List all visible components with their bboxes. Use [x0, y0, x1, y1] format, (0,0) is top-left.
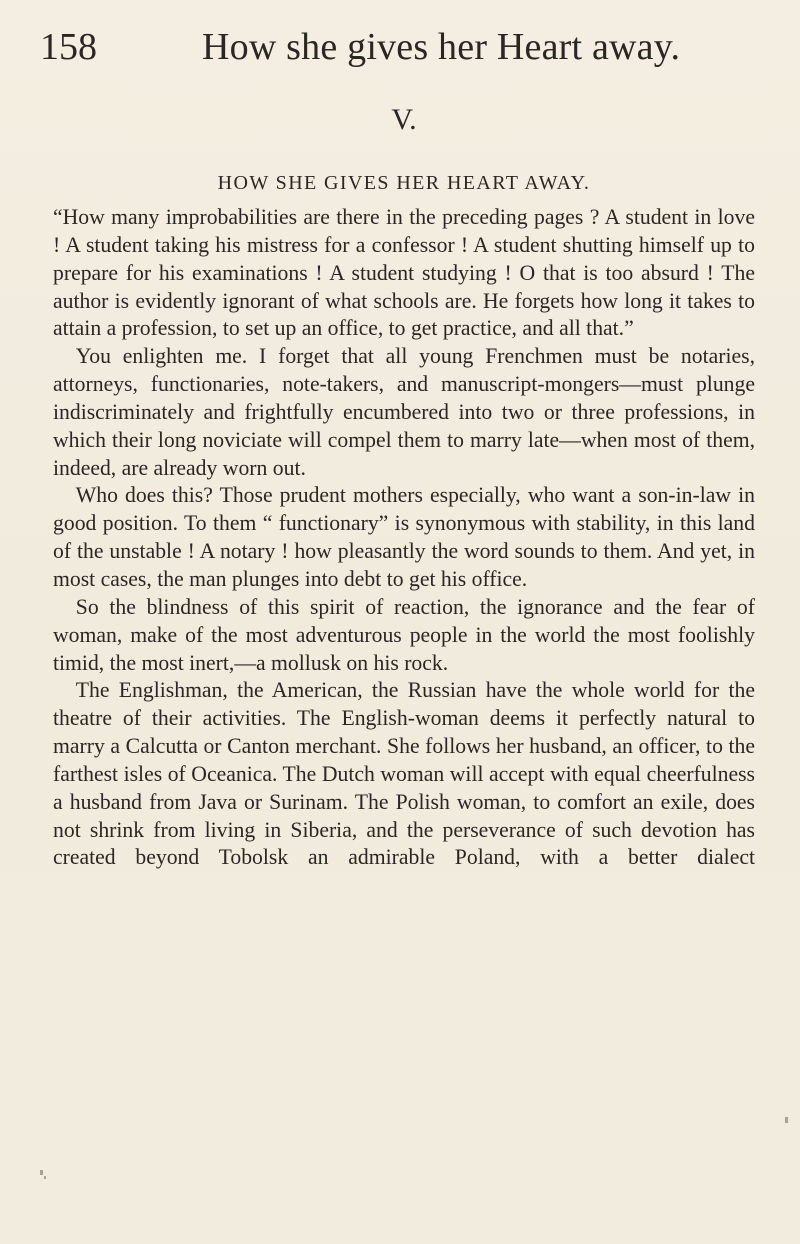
- page-number: 158: [40, 26, 97, 68]
- paragraph: So the blindness of this spirit of reaction, the ignorance and the fear of woman, make of the most adventurous people in the world the most foolishly timid, the most inert,—a mollusk on his rock.: [53, 594, 755, 675]
- paragraph: The Englishman, the American, the Russian have the whole world for the theatre of their activities. The English-woman deems it perfectly natural to marry a Calcutta or Canton merchant. She follows her husband, an officer, to the farthest isles of Oceanica. The Dutch woman will accept with equal cheerfulness a husband from Java or Surinam. The Polish woman, to comfort an exile, does not shrink from living in Siberia, and the perseverance of such devotion has created beyond Tobolsk an admirable Poland, with a better dialect: [53, 678, 755, 870]
- running-title: How she gives her Heart away.: [202, 26, 681, 68]
- running-head: [40, 22, 760, 72]
- paragraph: Who does this? Those prudent mothers especially, who want a son-in-law in good position. To them “ functionary” is synonymous with stability, in this land of the unstable ! A notary ! how pleasantly the word sounds to them. And yet, in most cases, the man plunges into debt to get his office.: [53, 483, 755, 591]
- scan-speck: [40, 1170, 43, 1175]
- paragraph: You enlighten me. I forget that all young Frenchmen must be notaries, attorneys, functionaries, note-takers, and manuscript-mongers—must plunge indiscriminately and frightfully encumbered into two or three professions, in which their long noviciate will compel them to marry late—when most of them, indeed, are already worn out.: [53, 344, 755, 480]
- scan-speck: [44, 1176, 46, 1179]
- body-text: [53, 204, 755, 872]
- chapter-title: HOW SHE GIVES HER HEART AWAY.: [217, 172, 591, 194]
- paragraph: “How many improbabilities are there in the preceding pages ? A student in love ! A student taking his mistress for a confessor ! A student shutting himself up to prepare for his examinations ! A student studying ! O that is too absurd ! The author is evidently ignorant of what schools are. He forgets how long it takes to attain a profession, to set up an office, to get practice, and all that.”: [53, 205, 755, 341]
- scan-speck: [785, 1117, 788, 1123]
- chapter-numeral: V.: [391, 103, 417, 136]
